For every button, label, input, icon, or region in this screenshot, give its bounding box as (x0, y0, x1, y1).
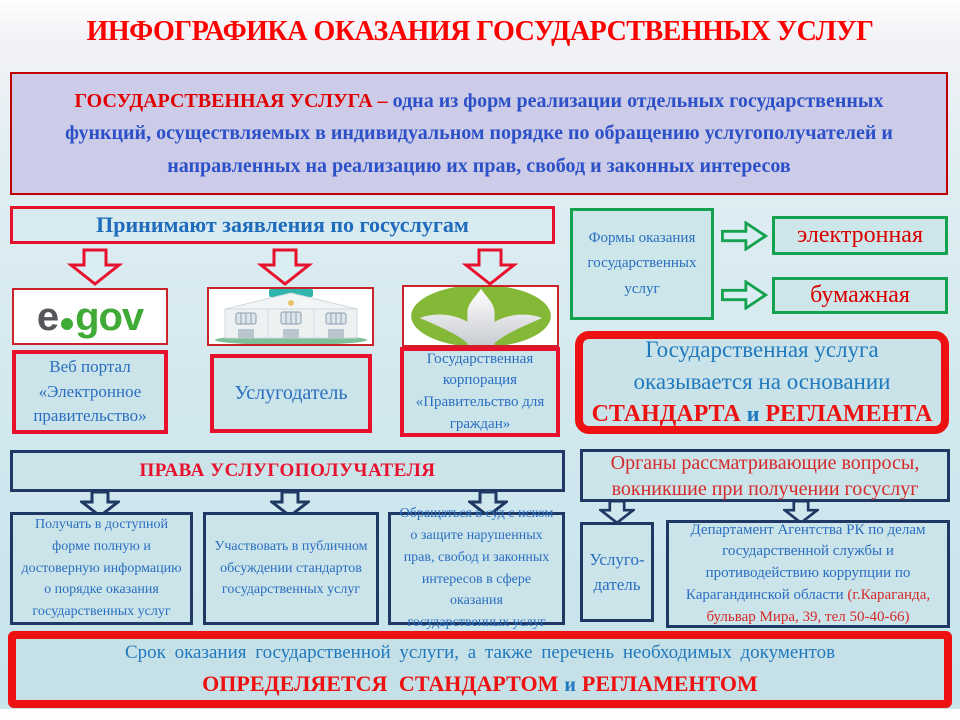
review-department-text (677, 520, 939, 629)
footer-line2 (202, 667, 758, 700)
government-for-citizens-icon (406, 285, 556, 347)
right-arrow-icon (720, 280, 768, 310)
egov-swirl-icon (61, 318, 73, 330)
basis-term-reglament: РЕГЛАМЕНТА (765, 400, 933, 427)
slide-bottom-margin (0, 709, 960, 720)
basis-line2: оказывается на основании (633, 368, 891, 394)
rights-item-court (388, 506, 565, 630)
rights-header-label: ПРАВА УСЛУГОПОЛУЧАТЕЛЯ (139, 460, 436, 481)
down-arrow-icon (599, 500, 635, 524)
rights-item-discussion (203, 512, 379, 625)
channel-label-corporation (400, 347, 560, 437)
definition-term: ГОСУДАРСТВЕННАЯ УСЛУГА – (74, 89, 393, 112)
basis-conjunction: и (746, 400, 760, 426)
option-paper (772, 277, 948, 314)
accept-header-box (10, 206, 555, 244)
review-header-label: Органы рассматривающие вопросы, вокникшие при получении госуслуг (610, 451, 920, 500)
channel-label-text: Веб портал «Электронное правительство» (33, 357, 147, 426)
egov-e-letter: e (36, 294, 60, 339)
building-logo-box (207, 287, 374, 346)
definition-box (10, 72, 948, 195)
review-header-box (580, 449, 950, 502)
channel-label-web-portal (12, 350, 168, 434)
review-provider-label: Услуго-датель (589, 549, 645, 594)
basis-term-standard: СТАНДАРТА (591, 400, 741, 427)
rights-item-text: Обращаться в суд с иском о защите нарушенных прав, свобод и законных интересов в сфере оказания государственных услуг (399, 506, 554, 630)
down-arrow-icon (257, 248, 313, 286)
basis-box (575, 331, 949, 434)
channel-label-provider (210, 354, 372, 433)
rights-item-info (10, 512, 193, 625)
basis-line1: Государственная услуга (645, 336, 879, 362)
service-forms-box (570, 208, 714, 320)
gov-for-citizens-logo-box (402, 285, 559, 347)
option-label: электронная (797, 222, 923, 248)
egov-logo (36, 294, 144, 339)
egov-gov-letters: gov (75, 294, 144, 339)
channel-label-text: Государственная корпорация «Правительство для граждан» (415, 350, 545, 432)
review-provider-box (580, 522, 654, 622)
footer-conjunction: и (564, 674, 576, 697)
right-arrow-icon (720, 221, 768, 251)
accept-header-label: Принимают заявления по госуслугам (96, 212, 469, 237)
review-department-address: (г.Караганда, бульвар Мира, 39, тел 50-40-66) (706, 586, 931, 625)
footer-line1: Срок оказания государственной услуги, а также перечень необходимых документов (124, 641, 836, 663)
footer-term-reglament: РЕГЛАМЕНТОМ (581, 671, 758, 697)
rights-header-box (10, 450, 565, 492)
review-department-box (666, 520, 950, 628)
channel-label-text: Услугодатель (234, 382, 348, 404)
down-arrow-icon (67, 248, 123, 286)
egov-logo-box (12, 288, 168, 345)
service-forms-label: Формы оказания государственных услуг (587, 229, 697, 297)
footer-term-standard: ОПРЕДЕЛЯЕТСЯ СТАНДАРТОМ (202, 671, 559, 697)
review-department-name: Департамент Агентства РК по делам государственной службы и противодействию коррупции по Карагандинской области (685, 521, 926, 603)
option-electronic (772, 216, 948, 255)
rights-item-text: Получать в доступной форме полную и достоверную информацию о порядке оказания государственных услуг (21, 517, 182, 620)
basis-line3 (592, 398, 933, 432)
option-label: бумажная (810, 282, 910, 308)
page-title: ИНФОГРАФИКА ОКАЗАНИЯ ГОСУДАРСТВЕННЫХ УСЛУГ (86, 16, 874, 47)
definition-text (30, 85, 928, 182)
government-building-icon (211, 289, 371, 345)
footer-box (8, 631, 952, 708)
definition-body: одна из форм реализации отдельных государственных функций, осуществляемых в индивидуальном порядке по обращению услугополучателей и направленных на реализацию их прав, свобод и законных интересов (65, 89, 893, 177)
down-arrow-icon (462, 248, 518, 286)
rights-item-text: Участвовать в публичном обсуждении стандартов государственных услуг (214, 538, 368, 598)
